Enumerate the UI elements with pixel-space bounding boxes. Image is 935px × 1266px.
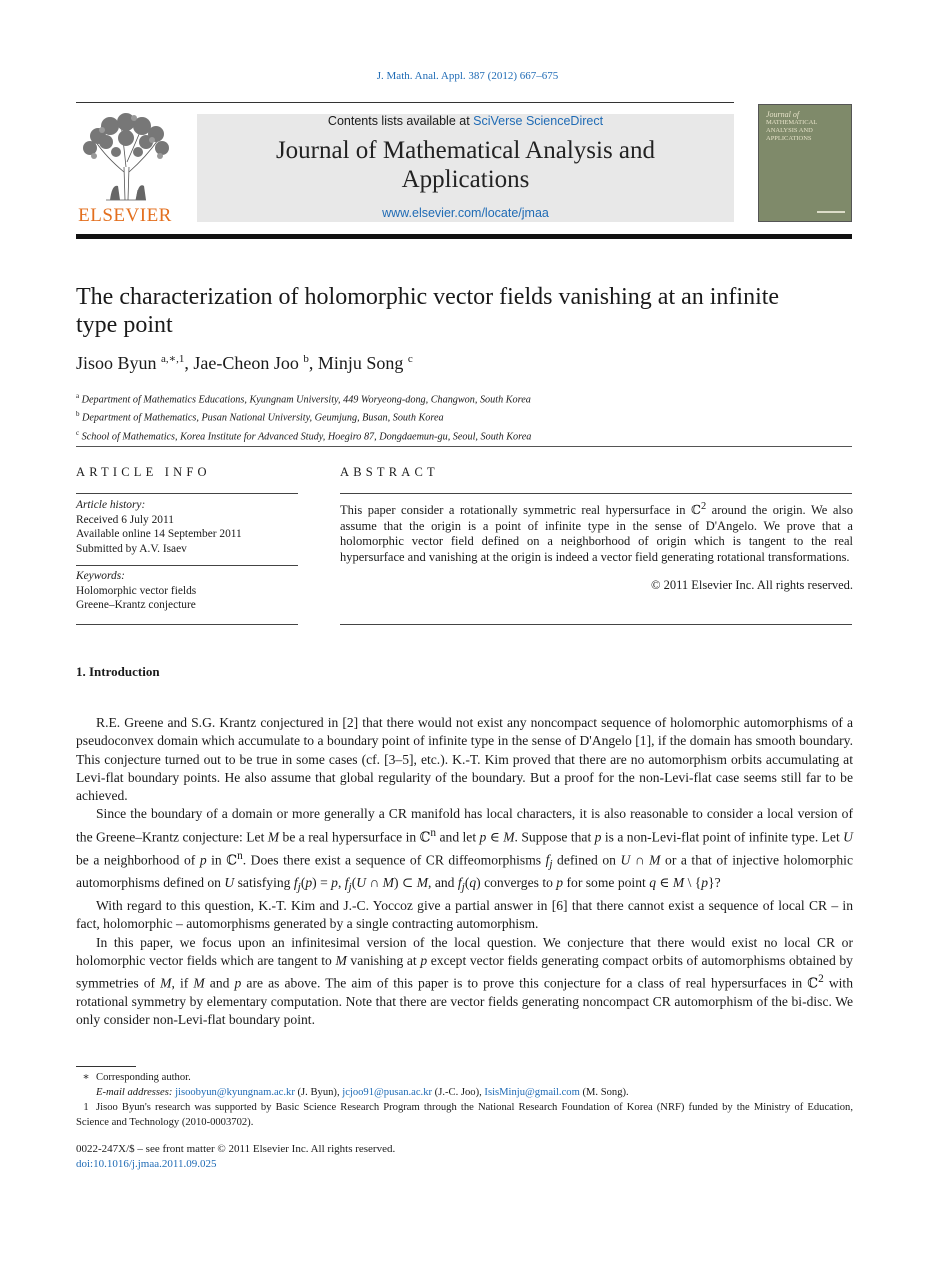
author-name[interactable]: Minju Song (317, 353, 404, 373)
divider (340, 493, 852, 494)
footnote-rule (76, 1066, 136, 1067)
email-owner: (J.-C. Joo), (432, 1087, 485, 1098)
footnote-emails (76, 1085, 853, 1100)
author-sup[interactable]: a,∗,1 (161, 353, 185, 365)
cover-line2: MATHEMATICAL (766, 119, 818, 126)
header-rule (76, 102, 734, 103)
divider (76, 493, 298, 494)
keywords (76, 569, 298, 613)
sciencedirect-link[interactable]: SciVerse ScienceDirect (473, 114, 604, 128)
footnote-funding (76, 1100, 853, 1130)
author-name[interactable]: Jisoo Byun (76, 353, 157, 373)
keywords-label: Keywords: (76, 570, 125, 582)
abstract-copyright: © 2011 Elsevier Inc. All rights reserved. (650, 578, 853, 592)
author-name[interactable]: Jae-Cheon Joo (193, 353, 299, 373)
abstract-sup: 2 (700, 501, 707, 512)
available-date: Available online 14 September 2011 (76, 528, 242, 541)
author-sup[interactable]: b (303, 353, 309, 365)
submitted-by: Submitted by A.V. Isaev (76, 542, 187, 555)
paper-title-line1: The characterization of holomorphic vector fields vanishing at an infinite (76, 284, 780, 310)
paragraph: In this paper, we focus upon an infinitesimal version of the local question. We conjecture that there would exist no local CR or holomorphic vector fields which are tangent to M vanishing at p except vector fields generating compact orbits of automorphisms obtained by symmetries of M, if M and p are as above. The aim of this paper is to prove this conjecture for a class of real hypersurfaces in ℂ$^2$ with rotational symmetry by elementary computation. Note that there are vector fields generating noncompact CR automorphism of the bi-disc. We only consider non-Levi-flat boundary point. (76, 934, 854, 1028)
divider (76, 565, 298, 566)
contents-line (197, 114, 734, 128)
cover-logo-mark (817, 211, 845, 213)
journal-title-line1: Journal of Mathematical Analysis and (275, 137, 656, 164)
journal-citation[interactable] (0, 70, 935, 82)
journal-url-link[interactable]: www.elsevier.com/locate/jmaa (382, 206, 549, 220)
footnote-text: Corresponding author. (96, 1072, 191, 1083)
affiliation (76, 389, 852, 407)
page-footer (76, 1142, 576, 1172)
affiliation (76, 407, 852, 425)
paragraph: Since the boundary of a domain or more generally a CR manifold has local characters, it is also reasonable to consider a local version of the Greene–Krantz conjecture: Let M be a real hypersurface in ℂ$^n$ and let p ∈ M. Suppose that p is a non-Levi-flat point of infinite type. Let U be a neighborhood of p in ℂ$^n$. Does there exist a sequence of CR diffeomorphisms $f_j$ defined on U ∩ M or a that of injective holomorphic automorphisms defined on U satisfying $f_j(p) = p$, $f_j(U$ ∩ M) ⊂ M, and $f_j(q)$ converges to p for some point q ∈ M \ {p}? (76, 806, 853, 894)
keyword: Greene–Krantz conjecture (76, 599, 196, 612)
abstract-text (340, 499, 853, 566)
paragraph: R.E. Greene and S.G. Krantz conjectured in [2] that there would not exist any noncompact sequence of holomorphic automorphisms of a pseudoconvex domain which accumulate to a boundary point of infinite type in the sense of D'Angelo [1], if the domain has smooth boundary. This conjecture turned out to be true in some cases (cf. [3–5], etc.). K.-T. Kim proved that there are no automorphism orbits accumulating at Levi-flat boundary points. He also assume that global regularity of the boundary. But a proof for the non-Levi-flat case seems still far to be achieved. (76, 715, 853, 804)
footnote-text: Jisoo Byun's research was supported by Basic Science Research Program through the National Research Foundation of Korea (NRF) funded by the Ministry of Education, Science and Technology (2010-0003702). (76, 1102, 853, 1128)
footnote-mark: 1 (83, 1102, 89, 1113)
footnote-corresponding (76, 1070, 853, 1085)
received-date: Received 6 July 2011 (76, 513, 174, 526)
article-info-heading: ARTICLE INFO (76, 465, 211, 479)
email-owner: (M. Song). (579, 1087, 629, 1098)
divider (340, 624, 852, 625)
abstract-heading: ABSTRACT (340, 465, 439, 479)
footnote-mark: ∗ (82, 1072, 90, 1083)
citation-link[interactable]: J. Math. Anal. Appl. 387 (2012) 667–675 (376, 70, 559, 82)
cover-text (766, 111, 844, 153)
email-link[interactable]: IsisMinju@gmail.com (484, 1087, 580, 1098)
journal-cover-thumbnail (758, 104, 852, 222)
section-divider (76, 446, 852, 447)
cover-line1: Journal of (766, 110, 800, 119)
abstract-text-a: This paper consider a rotationally symmetric real hypersurface in ℂ (340, 503, 701, 518)
journal-title (197, 136, 734, 194)
email-owner: (J. Byun), (294, 1087, 343, 1098)
article-history (76, 498, 298, 556)
cover-line3: ANALYSIS AND (766, 127, 813, 134)
cover-line4: APPLICATIONS (766, 135, 812, 142)
journal-url[interactable] (197, 206, 734, 220)
paper-title (76, 283, 856, 339)
paper-title-line2: type point (76, 312, 173, 338)
introduction-body (76, 714, 853, 1030)
contents-prefix: Contents lists available at (327, 114, 474, 128)
affiliation-mark: a (76, 392, 80, 400)
affiliation-mark: b (76, 410, 80, 419)
section-heading-introduction: 1. Introduction (76, 664, 160, 679)
issn-line: 0022-247X/$ – see front matter © 2011 Elsevier Inc. All rights reserved. (76, 1143, 396, 1155)
affiliation (76, 426, 852, 444)
doi-link[interactable]: doi:10.1016/j.jmaa.2011.09.025 (76, 1158, 217, 1170)
journal-title-line2: Applications (401, 166, 530, 193)
email-label: E-mail addresses: (96, 1087, 173, 1098)
email-link[interactable]: jcjoo91@pusan.ac.kr (342, 1087, 433, 1098)
affiliations (76, 389, 852, 444)
author-list: Jisoo Byun $^{a,∗,1}$, Jae-Cheon Joo $^b$, Minju Song $^c$ (76, 353, 413, 373)
keyword: Holomorphic vector fields (76, 584, 197, 597)
affiliation-text: Department of Mathematics, Pusan National University, Geumjung, Busan, South Korea (82, 412, 444, 424)
abstract-text-b: around the origin. We also assume that the origin is a point of infinite type in the sense of D'Angelo. We prove that a holomorphic vector field defined on a neighborhood of origin which is tangent to the real hypersurface and vanishing at the origin is indeed a vector field generating rotational transformations. (340, 503, 853, 564)
affiliation-text: Department of Mathematics Educations, Kyungnam University, 449 Woryeong-dong, Changwon, South Korea (81, 394, 531, 406)
author-sup[interactable]: c (407, 353, 413, 365)
divider (76, 624, 298, 625)
history-label: Article history: (76, 499, 146, 511)
elsevier-wordmark: ELSEVIER (78, 205, 172, 226)
affiliation-mark: c (76, 428, 80, 437)
affiliation-text: School of Mathematics, Korea Institute for Advanced Study, Hoegiro 87, Dongdaemun-gu, Seoul, South Korea (81, 431, 532, 443)
paragraph: With regard to this question, K.-T. Kim and J.-C. Yoccoz give a partial answer in [6] that there cannot exist a sequence of local CR – in fact, holomorphic – automorphisms generated by a single contracting automorphism. (76, 898, 853, 932)
header-thick-rule (76, 234, 852, 239)
email-link[interactable]: jisoobyun@kyungnam.ac.kr (175, 1087, 295, 1098)
footnotes (76, 1070, 853, 1130)
